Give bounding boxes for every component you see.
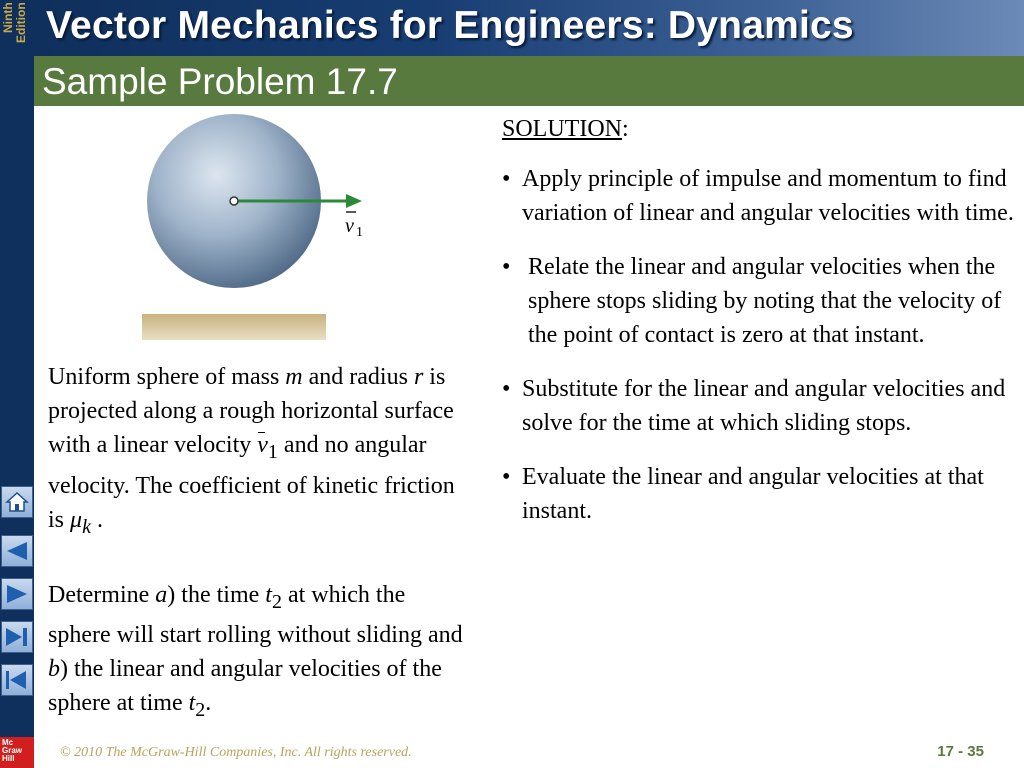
triangle-right-icon (4, 583, 30, 605)
problem-statement (48, 360, 468, 727)
slide-title: Sample Problem 17.7 (42, 61, 398, 102)
edition-label-box (0, 0, 34, 80)
home-button[interactable] (1, 486, 33, 518)
return-button[interactable] (1, 664, 33, 696)
title-bar (34, 0, 1024, 56)
solution-bullet: • Substitute for the linear and angular velocities and solve for the time at which sliding stops. (502, 376, 1006, 436)
velocity-subscript: 1 (356, 225, 363, 240)
solution-bullet: • Relate the linear and angular velocities when the sphere stops sliding by noting that the velocity of the point of contact is zero at that instant. (502, 254, 1002, 348)
sphere-center (230, 197, 238, 205)
last-slide-button[interactable] (1, 621, 33, 653)
previous-slide-button[interactable] (1, 535, 33, 567)
return-icon (4, 669, 30, 691)
sidebar (0, 0, 34, 768)
velocity-arrow-head (346, 194, 362, 208)
skip-end-icon (4, 626, 30, 648)
solution-bullet: • Evaluate the linear and angular velocities at that instant. (502, 464, 984, 524)
sphere-figure (110, 108, 380, 348)
solution-section (502, 112, 1017, 548)
rough-surface (142, 314, 326, 340)
mu-symbol: μ (70, 506, 83, 533)
solution-heading: SOLUTION: (502, 116, 629, 142)
edition-label: Ninth Edition (1, 2, 28, 43)
copyright-notice: © 2010 The McGraw-Hill Companies, Inc. All rights reserved. (60, 745, 412, 760)
course-title: Vector Mechanics for Engineers: Dynamics (46, 4, 854, 47)
velocity-label: v (345, 215, 354, 237)
problem-paragraph-2: Determine a) the time $t_2$ at which the sphere will start rolling without sliding and b) the linear and angular velocities of the sphere at time $t_2$. (48, 581, 463, 722)
page-number: 17 - 35 (937, 743, 984, 760)
mcgraw-hill-logo: Mc Graw Hill (0, 737, 34, 768)
velocity-symbol: v (257, 432, 268, 458)
solution-bullet: • Apply principle of impulse and momentum to find variation of linear and angular velocities with time. (502, 166, 1014, 226)
next-slide-button[interactable] (1, 578, 33, 610)
subtitle-bar (34, 56, 1024, 106)
home-icon (5, 491, 29, 513)
sphere-diagram (110, 108, 380, 348)
triangle-left-icon (4, 540, 30, 562)
problem-paragraph-1: Uniform sphere of mass m and radius r is projected along a rough horizontal surface with a linear velocity $v_1$ and no angular velocity. The coefficient of kinetic friction is $\mu_k$ . (48, 364, 455, 538)
